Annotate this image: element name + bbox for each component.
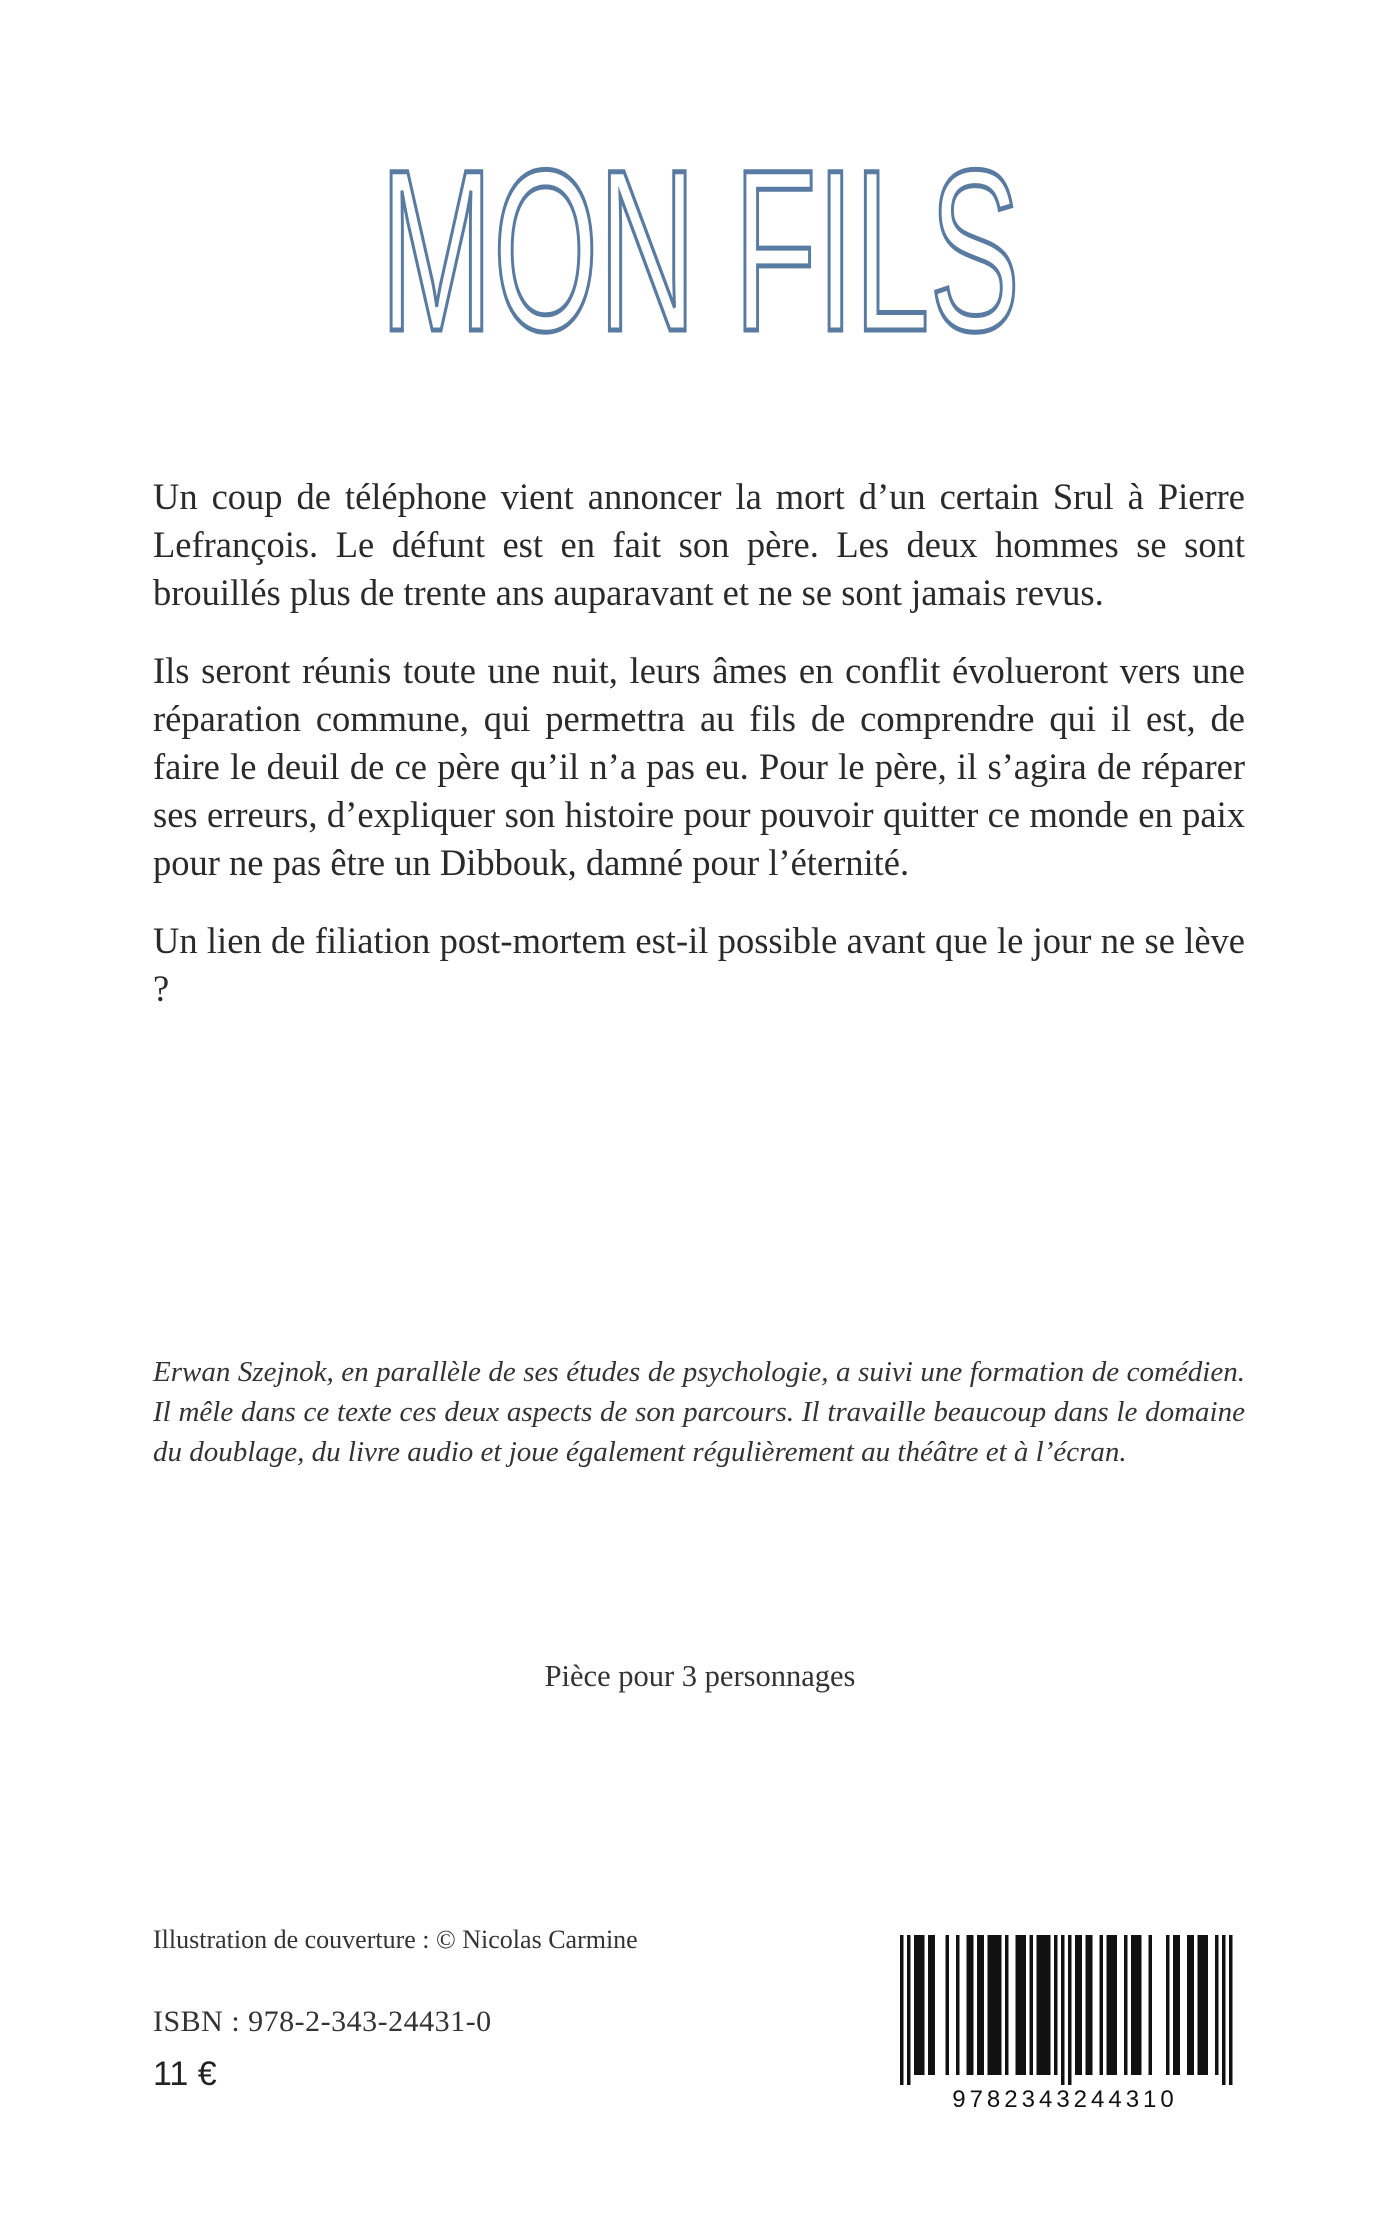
barcode-bar [1061,1935,1065,2085]
barcode-bar [1138,1935,1142,2075]
barcode-bar [1149,1935,1153,2075]
barcode-bar [1019,1935,1023,2075]
barcode-bar [1198,1935,1202,2075]
barcode-bar [1023,1935,1027,2075]
barcode-bar [1215,1935,1219,2075]
barcode-bar [1079,1935,1083,2075]
barcode-bar [956,1935,960,2075]
barcode-bar [1177,1935,1181,2075]
barcode-bar [1222,1935,1226,2085]
barcode-bar [1040,1935,1044,2075]
barcode-bar [1086,1935,1090,2075]
barcode-bar [921,1935,925,2075]
barcode-bar [946,1935,950,2075]
barcode-bar [1110,1935,1114,2075]
barcode-bar [928,1935,932,2075]
barcode-bar [1166,1935,1170,2075]
barcode-bar [1047,1935,1051,2075]
price: 11 € [153,2055,217,2093]
barcode-bar [970,1935,974,2075]
barcode-bar [1229,1935,1233,2085]
cast-note: Pièce pour 3 personnages [544,1659,856,1693]
barcode-bar [991,1935,995,2075]
book-title [0,140,1400,360]
barcode-bar [1135,1935,1139,2075]
barcode-bar [918,1935,922,2075]
barcode-bar [967,1935,971,2075]
barcode-bar [1089,1935,1093,2075]
blurb [153,473,1245,1043]
blurb-paragraph-2: Ils seront réunis toute une nuit, leurs âmes en conflit évolueront vers une réparation commune, qui permettra au fils de comprendre qui il est, de faire le deuil de ce père qu’il n’a pas eu. Pour le père, il s’agira de réparer ses erreurs, d’expliquer son histoire pour pouvoir quitter ce monde en paix pour ne pas être un Dibbouk, damné pour l’éternité. [153,650,1245,883]
barcode-bar [1100,1935,1104,2075]
barcode-bar [1191,1935,1195,2075]
barcode-bar [1114,1935,1118,2075]
barcode-bar [1005,1935,1009,2075]
isbn: ISBN : 978-2-343-24431-0 [153,2005,492,2038]
barcode-bar [1201,1935,1205,2075]
barcode-bar [1107,1935,1111,2075]
barcode-bar [907,1935,911,2085]
barcode-bar [1044,1935,1048,2075]
book-title-outline [0,140,1400,360]
barcode-bar [1131,1935,1135,2075]
barcode-bar [900,1935,904,2085]
barcode [880,1935,1250,2115]
barcode-bar [1016,1935,1020,2075]
barcode-bar [1075,1935,1079,2075]
barcode-bar [914,1935,918,2075]
barcode-bar [1173,1935,1177,2075]
barcode-bar [1124,1935,1128,2075]
barcode-bar [1030,1935,1034,2075]
barcode-bar [988,1935,992,2075]
barcode-bar [1037,1935,1041,2075]
barcode-bar [1068,1935,1072,2085]
illustration-credit: Illustration de couverture : © Nicolas Carmine [153,1925,638,1954]
barcode-bars [900,1935,1233,2085]
author-bio: Erwan Szejnok, en parallèle de ses études de psychologie, a suivi une formation de comédien. Il mêle dans ce texte ces deux aspects de son parcours. Il travaille beaucoup dans le domaine du doublage, du livre audio et joue également régulièrement au théâtre et à l’écran. [153,1356,1245,1468]
blurb-paragraph-3: Un lien de filiation post-mortem est-il possible avant que le jour ne se lève ? [153,920,1245,1009]
book-title-text: MON FILS [380,140,1020,360]
barcode-bar [981,1935,985,2075]
barcode-bar [998,1935,1002,2075]
barcode-bar [932,1935,936,2075]
barcode-bar [1205,1935,1209,2075]
barcode-bar [977,1935,981,2075]
blurb-paragraph-1: Un coup de téléphone vient annoncer la mort d’un certain Srul à Pierre Lefrançois. Le défunt est en fait son père. Les deux hommes se sont brouillés plus de trente ans auparavant et ne se sont jamais revus. [153,476,1245,613]
barcode-digits: 9782343244310 [952,2086,1178,2113]
barcode-bar [995,1935,999,2075]
barcode-bar [1187,1935,1191,2075]
barcode-bar [1054,1935,1058,2075]
